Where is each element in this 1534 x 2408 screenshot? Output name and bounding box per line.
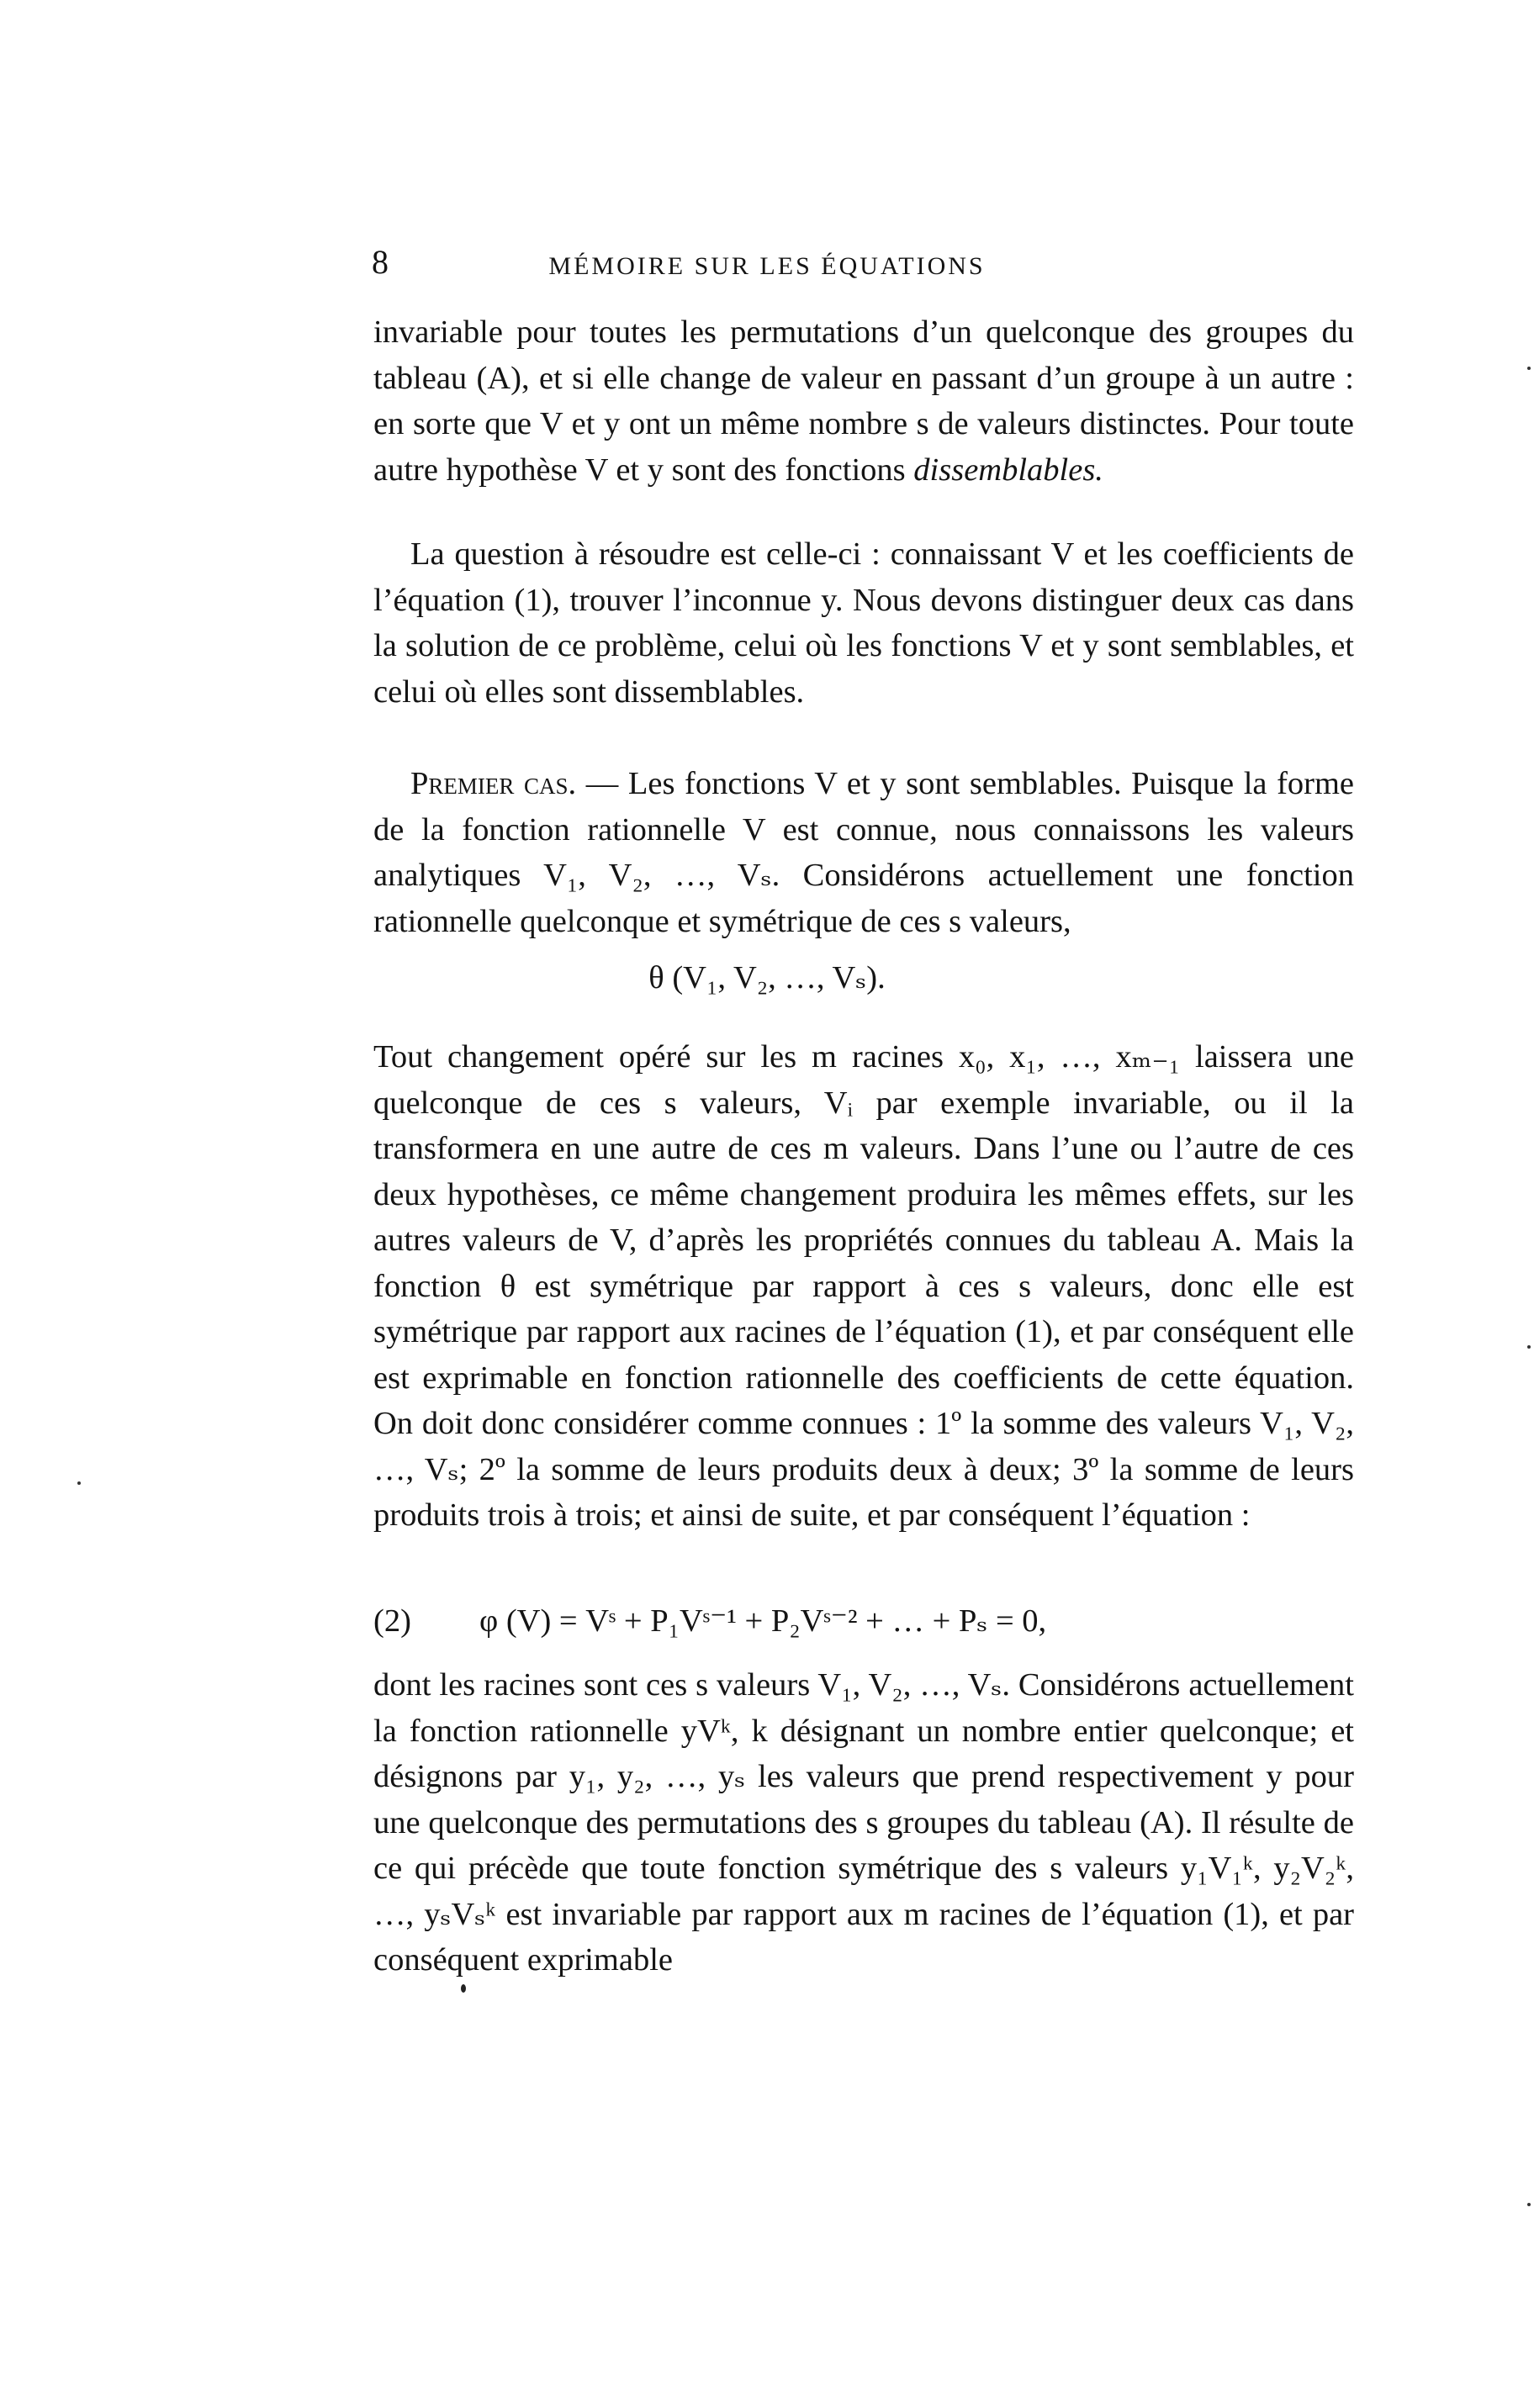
margin-dot bbox=[77, 1481, 81, 1485]
formula-theta: θ (V₁, V₂, …, Vₛ). bbox=[648, 960, 886, 995]
margin-dot bbox=[1527, 1345, 1531, 1349]
page-number: 8 bbox=[372, 243, 389, 281]
paragraph-3-text: — Les fonctions V et y sont semblables. Puisque la forme de la fonction rationnelle V est connue, nous connaissons les valeurs analytiques V₁, V₂, …, Vₛ. Considérons actuellement une fonction rationnelle quelconque et symétrique de ces s valeurs, bbox=[373, 766, 1354, 939]
paragraph-2: La question à résoudre est celle-ci : connaissant V et les coefficients de l’équation (1), trouver l’inconnue y. Nous devons distinguer deux cas dans la solution de ce problème, celui où les fonctions V et y sont semblables, et celui où elles sont dissemblables. bbox=[373, 536, 1354, 710]
paragraph-1-italic: dissemblables. bbox=[913, 452, 1103, 488]
paragraph-3 bbox=[373, 761, 1354, 944]
paragraph-5: dont les racines sont ces s valeurs V₁, V₂, …, Vₛ. Considérons actuellement la fonction rationnelle yVᵏ, k désignant un nombre entier quelconque; et désignons par y₁, y₂, …, yₛ les valeurs que prend respectivement y pour une quelconque des permutations des s groupes du tableau (A). Il résulte de ce qui précède que toute fonction symétrique des s valeurs y₁V₁ᵏ, y₂V₂ᵏ, …, yₛVₛᵏ est invariable par rapport aux m racines de l’équation (1), et par conséquent exprimable bbox=[373, 1667, 1354, 1978]
paragraph-1-text: invariable pour toutes les permutations d’un quelconque des groupes du tableau (A), et si elle change de valeur en passant d’un groupe à un autre : en sorte que V et y ont un même nombre s de valeurs distinctes. Pour toute autre hypothèse V et y sont des fonctions bbox=[373, 314, 1354, 488]
paragraph-1 bbox=[373, 309, 1354, 493]
equation-body: φ (V) = Vˢ + P₁Vˢ⁻¹ + P₂Vˢ⁻² + … + Pₛ = 0, bbox=[479, 1603, 1047, 1639]
ink-mark bbox=[461, 1984, 466, 1993]
margin-dot bbox=[1527, 367, 1531, 370]
section-label: Premier cas. bbox=[410, 766, 577, 801]
equation-number: (2) bbox=[373, 1603, 411, 1639]
running-head: MÉMOIRE SUR LES ÉQUATIONS bbox=[548, 252, 986, 280]
margin-dot bbox=[1527, 2203, 1531, 2206]
paragraph-4: Tout changement opéré sur les m racines x₀, x₁, …, xₘ₋₁ laissera une quelconque de ces s valeurs, Vᵢ par exemple invariable, ou il la transformera en une autre de ces m valeurs. Dans l’une ou l’autre de ces deux hypothèses, ce même changement produira les mêmes effets, sur les autres valeurs de V, d’après les propriétés connues du tableau A. Mais la fonction θ est symétrique par rapport à ces s valeurs, donc elle est symétrique par rapport aux racines de l’équation (1), et par conséquent elle est exprimable en fonction rationnelle des coefficients de cette équation. On doit donc considérer comme connues : 1º la somme des valeurs V₁, V₂, …, Vₛ; 2º la somme de leurs produits deux à deux; 3º la somme de leurs produits trois à trois; et ainsi de suite, et par conséquent l’équation : bbox=[373, 1039, 1354, 1533]
